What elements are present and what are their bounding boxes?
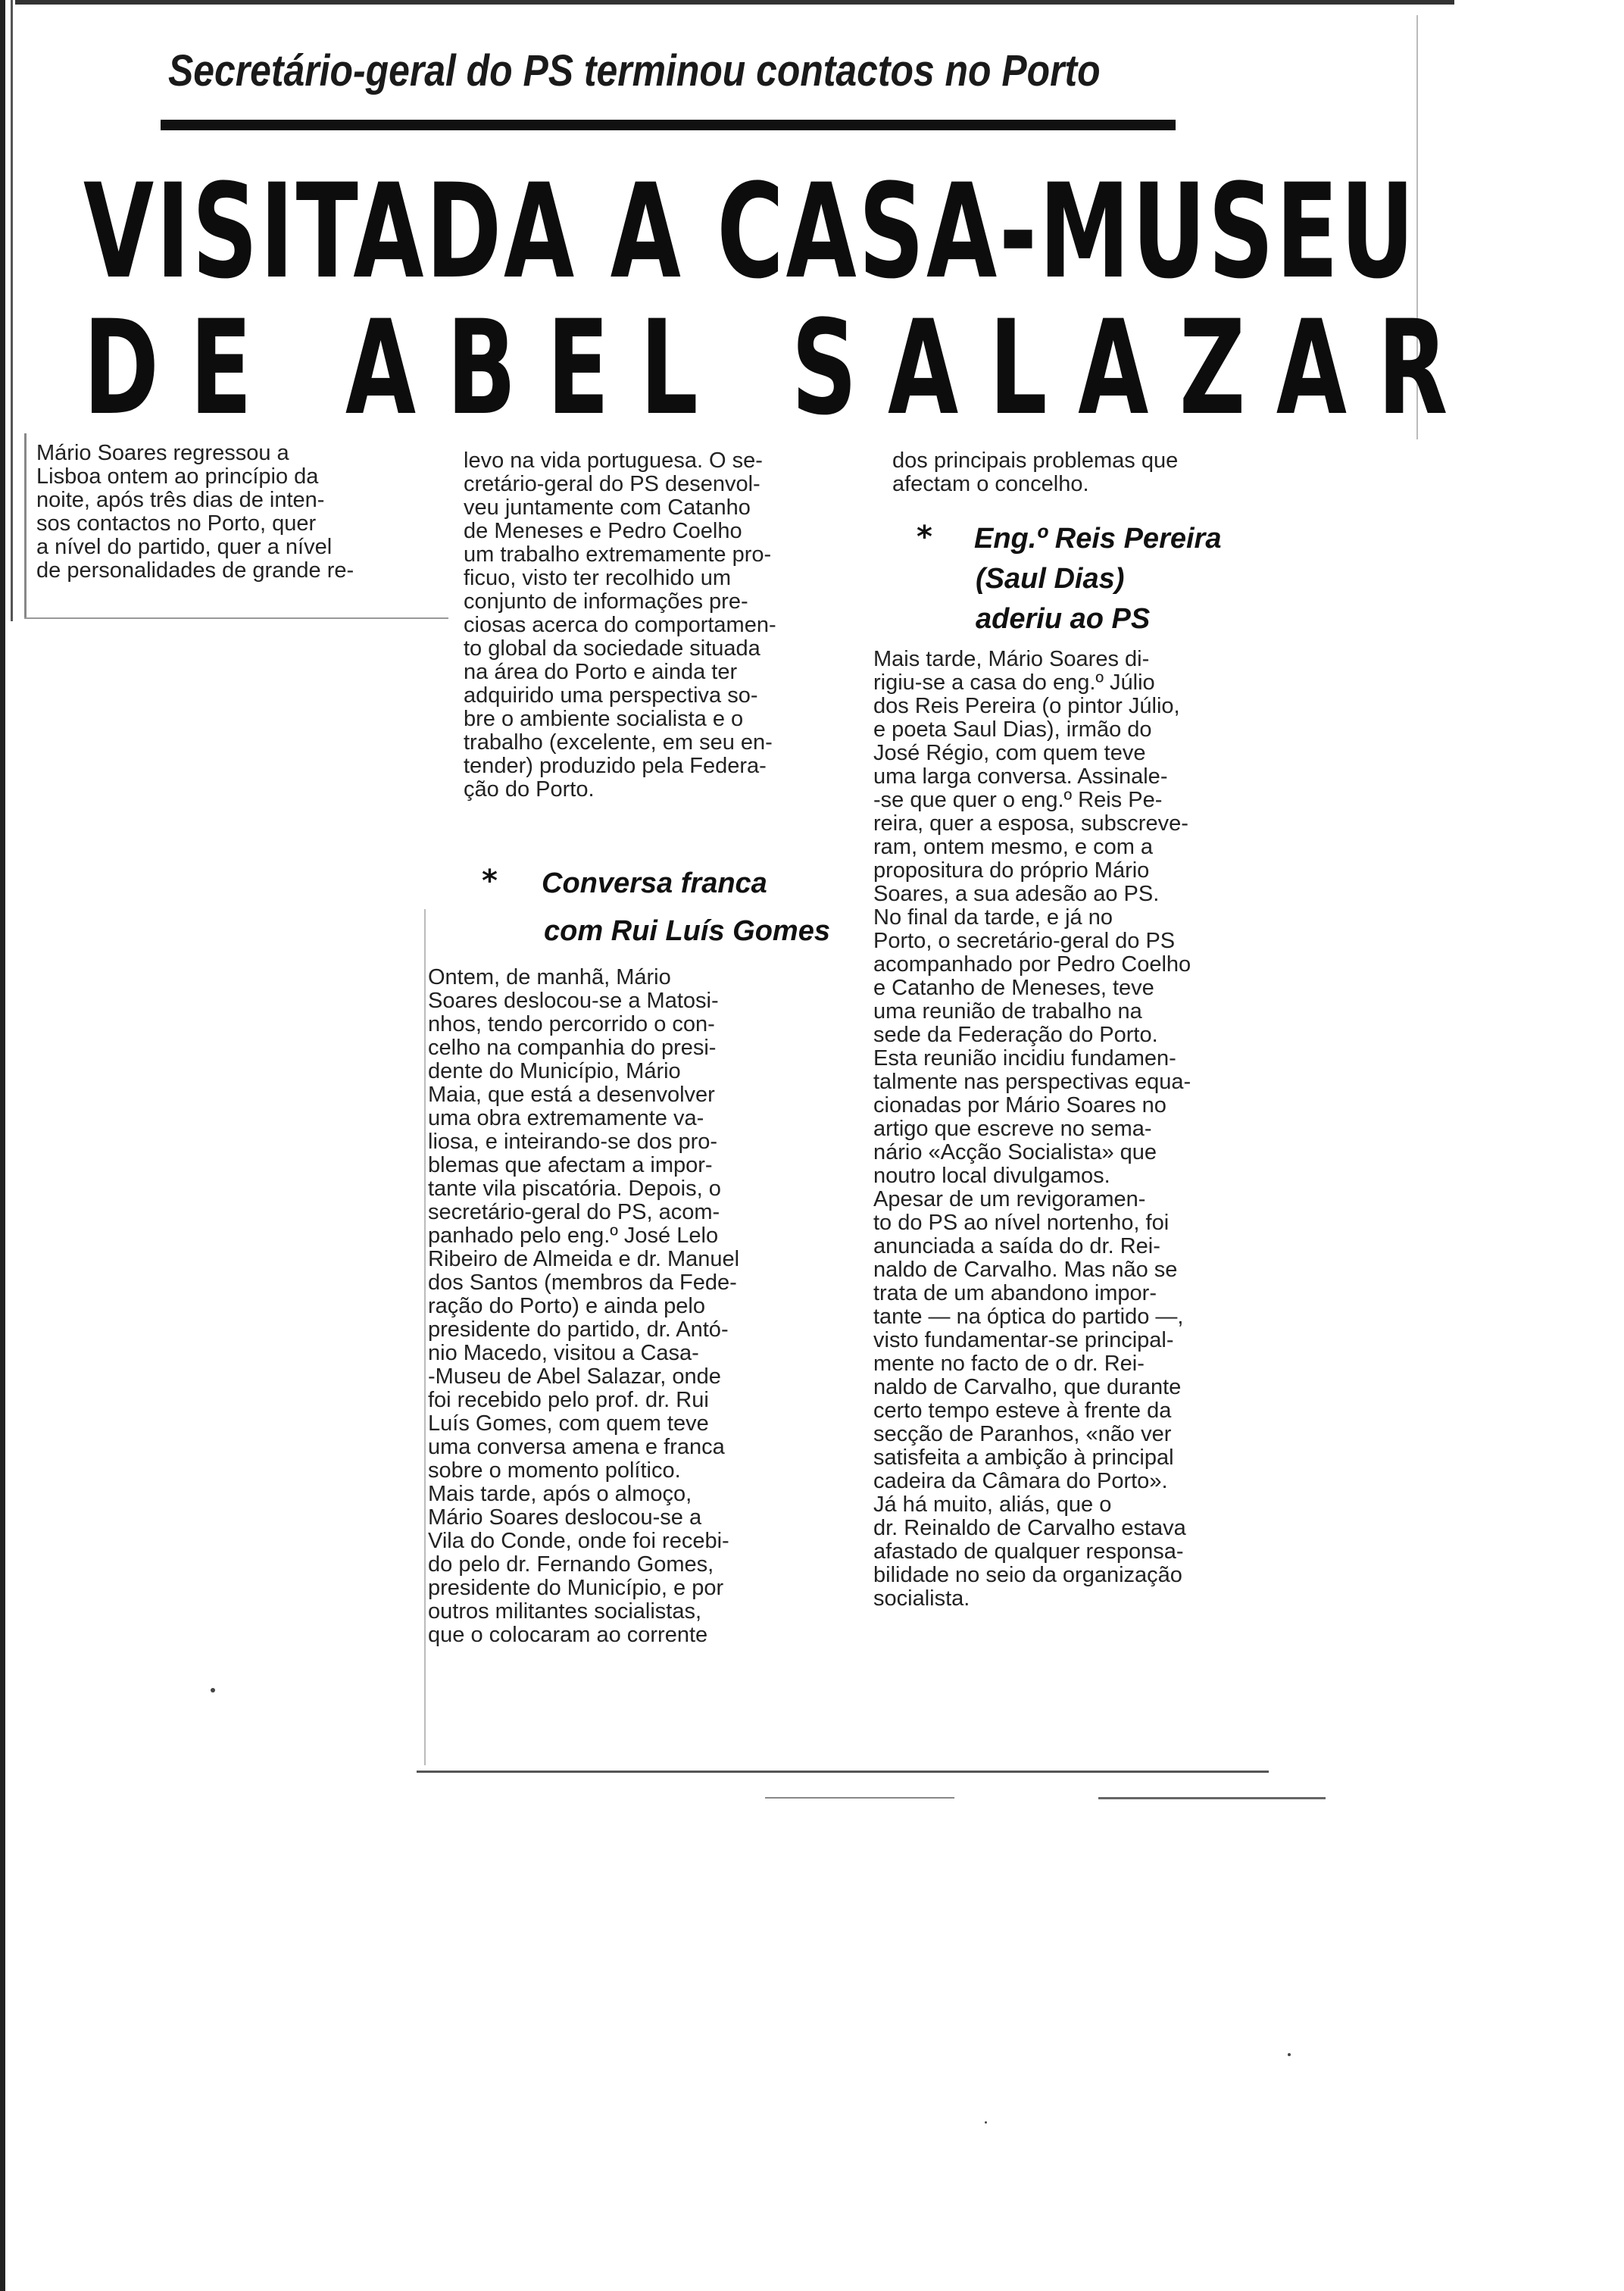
article-bottom-rule-right — [1098, 1797, 1326, 1799]
scan-speck — [211, 1688, 215, 1692]
column-1-frame — [24, 433, 27, 619]
scan-speck — [985, 2121, 987, 2124]
subhead-reis-pereira-line3: aderiu ao PS — [976, 603, 1151, 635]
headline-line-1: VISITADA A CASA-MUSEU — [83, 155, 1417, 308]
top-border-rule — [15, 0, 1454, 5]
subhead-reis-pereira: Eng.º Reis Pereira — [974, 523, 1222, 555]
scan-speck — [1288, 2053, 1291, 2056]
subhead-reis-pereira-line2: (Saul Dias) — [976, 563, 1125, 595]
article-column-3-top: dos principais problemas que afectam o concelho. — [892, 449, 1179, 496]
column-divider — [424, 909, 426, 1765]
scan-edge-shadow — [11, 0, 13, 621]
subhead-conversa-franca-line2: com Rui Luís Gomes — [544, 915, 830, 947]
headline-line-2: DE ABEL SALAZAR — [83, 292, 1479, 444]
article-column-2-bottom: Ontem, de manhã, Mário Soares deslocou-se a Matosi- nhos, tendo percorrido o con- celho na companhia do presi- dente do Município, Mário Maia, que está a desenvolver uma obra extremamente va- liosa, e inteirando-se dos pro- blemas que afectam a impor- tante vila piscatória. Depois, o secretário-geral do PS, acom- panhado pelo eng.º José Lelo Ribeiro de Almeida e dr. Manuel dos Santos (membros da Fede- ração do Porto) e ainda pelo presidente do partido, dr. Antó- nio Macedo, visitou a Casa- -Museu de Abel Salazar, onde foi recebido pelo prof. dr. Rui Luís Gomes, com quem teve uma conversa amena e franca sobre o momento político. Mais tarde, após o almoço, Mário Soares deslocou-se a Vila do Conde, onde foi recebi- do pelo dr. Fernando Gomes, presidente do Município, e por outros militantes socialistas, que o colocaram ao corrente — [428, 965, 740, 1647]
article-column-3-bottom: Mais tarde, Mário Soares di- rigiu-se a casa do eng.º Júlio dos Reis Pereira (o pintor Júlio, e poeta Saul Dias), irmão do José Régio, com quem teve uma larga conversa. Assinale- -se que quer o eng.º Reis Pe- reira, quer a esposa, subscreve- ram, ontem mesmo, e com a propositura do próprio Mário Soares, a sua adesão ao PS. No final da tarde, e já no Porto, o secretário-geral do PS acompanhado por Pedro Coelho e Catanho de Meneses, teve uma reunião de trabalho na sede da Federação do Porto. Esta reunião incidiu fundamen- talmente nas perspectivas equa- cionadas por Mário Soares no artigo que escreve no sema- nário «Acção Socialista» que noutro local divulgamos. Apesar de um revigoramen- to do PS ao nível nortenho, foi anunciada a saída do dr. Rei- naldo de Carvalho. Mas não se trata de um abandono impor- tante — na óptica do partido —, visto fundamentar-se principal- mente no facto de o dr. Rei- naldo de Carvalho, que durante certo tempo esteve à frente da secção de Paranhos, «não ver satisfeita a ambição à principal cadeira da Câmara do Porto». Já há muito, aliás, que o dr. Reinaldo de Carvalho estava afastado de qualquer responsa- bilidade no seio da organização socialista. — [873, 647, 1191, 1611]
scan-edge — [0, 0, 5, 2291]
column-1-bottom-rule — [24, 617, 448, 619]
article-kicker: Secretário-geral do PS terminou contactos no Porto — [168, 46, 1101, 95]
article-bottom-rule-short — [765, 1797, 954, 1799]
subhead-bullet-star: * — [482, 864, 498, 899]
subhead-bullet-star: * — [917, 520, 932, 555]
kicker-underline-rule — [161, 120, 1176, 130]
article-bottom-rule — [417, 1771, 1269, 1773]
subhead-conversa-franca: Conversa franca — [542, 867, 767, 899]
article-column-2-top: levo na vida portuguesa. O se- cretário-geral do PS desenvol- veu juntamente com Catanho de Meneses e Pedro Coelho um trabalho extremamente pro- ficuo, visto ter recolhido um conjunto de informações pre- ciosas acerca do comportamen- to global da sociedade situada na área do Porto e ainda ter adquirido uma perspectiva so- bre o ambiente socialista e o trabalho (excelente, em seu en- tender) produzido pela Federa- ção do Porto. — [464, 449, 776, 802]
article-column-1: Mário Soares regressou a Lisboa ontem ao princípio da noite, após três dias de inten- sos contactos no Porto, quer a nível do partido, quer a nível de personalidades de grande re- — [36, 441, 354, 583]
